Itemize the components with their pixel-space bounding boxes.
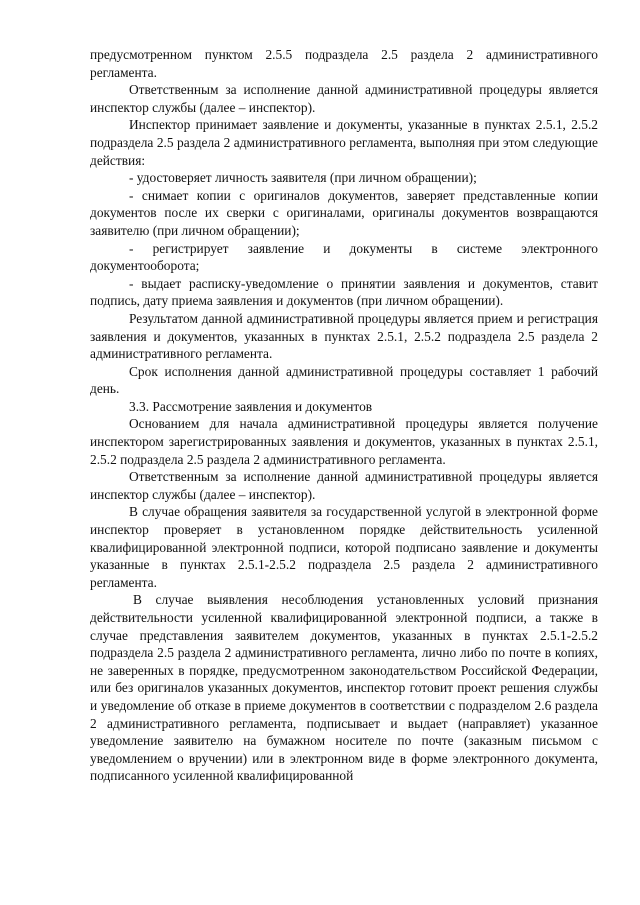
paragraph: предусмотренном пунктом 2.5.5 подраздела 2.5 раздела 2 административного регламента. [90, 47, 598, 80]
list-item: - выдает расписку-уведомление о принятии заявления и документов, ставит подпись, дату приема заявления и документов (при личном обращении). [90, 275, 598, 309]
list-item: - удостоверяет личность заявителя (при личном обращении); [129, 170, 477, 186]
paragraph: Ответственным за исполнение данной административной процедуры является инспектор службы (далее – инспектор). [90, 82, 598, 115]
list-item: - снимает копии с оригиналов документов, заверяет представленные копии документов после их сверки с оригиналами, оригиналы документов возвращаются заявителю (при личном обращении); [90, 187, 598, 238]
paragraph: Результатом данной административной процедуры является прием и регистрация заявления и документов, указанных в пунктах 2.5.1, 2.5.2 подраздела 2.5 раздела 2 административного регламента. [90, 310, 598, 362]
document-page [90, 46, 598, 785]
paragraph: В случае обращения заявителя за государственной услугой в электронной форме инспектор проверяет в установленном порядке действительность усиленной квалифицированной электронной подписи, которой подписано заявление и документы указанные в пунктах 2.5.1-2.5.2 подраздела 2.5 раздела 2 административного регламента. [90, 504, 598, 590]
paragraph: Инспектор принимает заявление и документы, указанные в пунктах 2.5.1, 2.5.2 подраздела 2.5 раздела 2 административного регламента, выполняя при этом следующие действия: [90, 117, 598, 168]
list-item: - регистрирует заявление и документы в системе электронного документооборота; [90, 240, 598, 274]
paragraph: Основанием для начала административной процедуры является получение инспектором зарегистрированных заявления и документов, указанных в пунктах 2.5.1, 2.5.2 подраздела 2.5 раздела 2 административного регламента. [90, 416, 598, 467]
section-heading: 3.3. Рассмотрение заявления и документов [129, 398, 373, 414]
paragraph: Срок исполнения данной административной процедуры составляет 1 рабочий день. [90, 363, 598, 397]
paragraph: В случае выявления несоблюдения установленных условий признания действительности усиленной квалифицированной электронной подписи, а также в случае представления заявителем документов, указанных в пунктах 2.5.1-2.5.2 подраздела 2.5 раздела 2 административного регламента, лично либо по почте в копиях, не заверенных в порядке, предусмотренном законодательством Российской Федерации, или без оригиналов указанных документов, инспектор готовит проект решения службы и уведомление об отказе в приеме документов в соответствии с подразделом 2.6 раздела 2 административного регламента, подписывает и выдает (направляет) указанное уведомление заявителю на бумажном носителе по почте (заказным письмом с уведомлением о вручении) или в электронном виде в форме электронного документа, подписанного усиленной квалифицированной [90, 592, 598, 784]
paragraph: Ответственным за исполнение данной административной процедуры является инспектор службы (далее – инспектор). [90, 469, 598, 502]
